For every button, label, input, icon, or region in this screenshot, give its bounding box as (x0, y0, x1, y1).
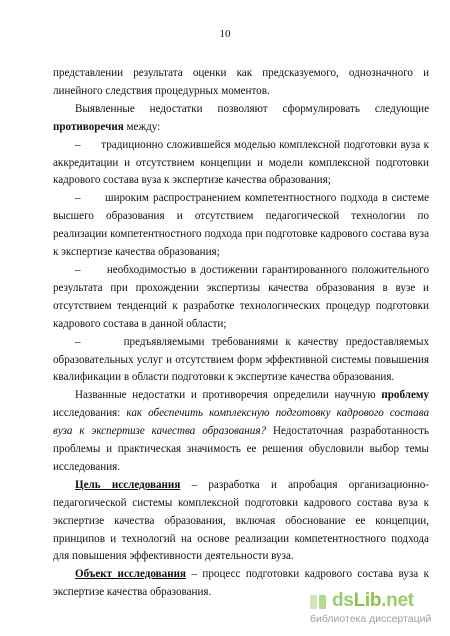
research-question: как обеспечить комплексную подготовку кадрового состава вуза к экспертизе качества образования? (53, 407, 429, 438)
dash-marker: – (75, 335, 81, 348)
dslib-watermark (308, 592, 440, 628)
brand-net: .net (381, 590, 414, 611)
dash-marker: – (75, 192, 81, 205)
paragraph-3-mid: исследования: (53, 407, 127, 420)
paragraph-3-tail: Недостаточная разработанность проблемы и практическая значимость ее решения обусловили выбор темы исследования. (53, 425, 429, 473)
contradictions-term: противоречия (53, 120, 124, 133)
brand-lib: Lib (353, 590, 382, 611)
paragraph-2 (53, 101, 429, 137)
contradiction-text-1: традиционно сложившейся моделью комплексной подготовки вуза к аккредитации и отсутствием концепции и модели комплексной подготовки кадрового состава вуза к экспертизе качества образования; (53, 138, 429, 187)
research-object-term: Объект исследования (75, 568, 187, 581)
research-goal-text: – разработка и апробация организационно-педагогической системы комплексной подготовки кадрового состава вуза к экспертизе качества образования, включая обоснование ее концепции, принципов и технологий на основе реализации компетентностного подхода для повышения эффективности деятельности вуза. (53, 478, 429, 563)
paragraph-2-text: Выявленные недостатки позволяют сформулировать следующие (75, 102, 429, 115)
research-goal-term: Цель исследования (75, 478, 181, 491)
contradiction-item-4 (53, 334, 429, 388)
document-body (53, 65, 429, 602)
contradiction-item-1 (53, 137, 429, 191)
dash-marker: – (75, 138, 81, 151)
paragraph-1 (53, 65, 429, 101)
paragraph-3 (53, 387, 429, 477)
contradiction-text-3: необходимостью в достижении гарантированного положительного результата при прохождении экспертизы качества образования в вузе и отсутствием тенденций к разработке технологических процедур подготовки кадрового состава в данной области; (53, 263, 429, 330)
contradiction-text-4: предъявляемыми требованиями к качеству предоставляемых образовательных услуг и отсутствием форм эффективной системы повышения квалификации в области подготовки к экспертизе качества образования. (53, 335, 429, 384)
page-number: 10 (219, 28, 231, 40)
brand-ds: ds (332, 590, 354, 611)
problem-term: проблему (381, 389, 429, 402)
dslib-logo-icon (308, 592, 328, 612)
research-object-text: – процесс подготовки кадрового состава вуза к экспертизе качества образования. (53, 568, 429, 599)
contradiction-text-2: широким распространением компетентностного подхода в системе высшего образования и отсутствием педагогической технологии по реализации компетентностного подхода при подготовке кадрового состава вуза к экспертизе качества образования; (53, 192, 430, 259)
paragraph-3-text: Названные недостатки и противоречия определили научную (75, 389, 382, 402)
paragraph-4 (53, 477, 429, 567)
dash-marker: – (75, 263, 81, 276)
contradiction-item-3 (53, 262, 429, 334)
contradiction-item-2 (53, 190, 429, 262)
paragraph-2-tail: между: (123, 120, 161, 133)
dslib-tagline: библиотека диссертаций (310, 613, 432, 625)
dslib-brand (332, 590, 414, 612)
paragraph-1-text: представлении результата оценки как предсказуемого, однозначного и линейного следствия процедурных моментов. (53, 67, 429, 97)
